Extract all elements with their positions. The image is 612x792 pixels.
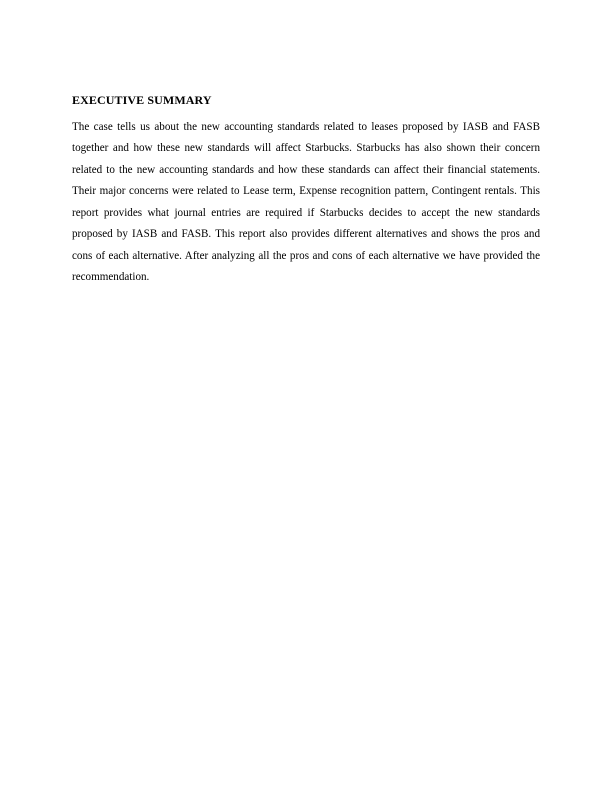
summary-paragraph: The case tells us about the new accounting standards related to leases proposed by IASB and FASB together and how these new standards will affect Starbucks. Starbucks has also shown their concern related to the new accounting standards and how these standards can affect their financial statements. Their major concerns were related to Lease term, Expense recognition pattern, Contingent rentals. This report provides what journal entries are required if Starbucks decides to accept the new standards proposed by IASB and FASB. This report also provides different alternatives and shows the pros and cons of each alternative. After analyzing all the pros and cons of each alternative we have provided the recommendation. [72, 121, 540, 284]
section-heading: EXECUTIVE SUMMARY [72, 93, 212, 107]
